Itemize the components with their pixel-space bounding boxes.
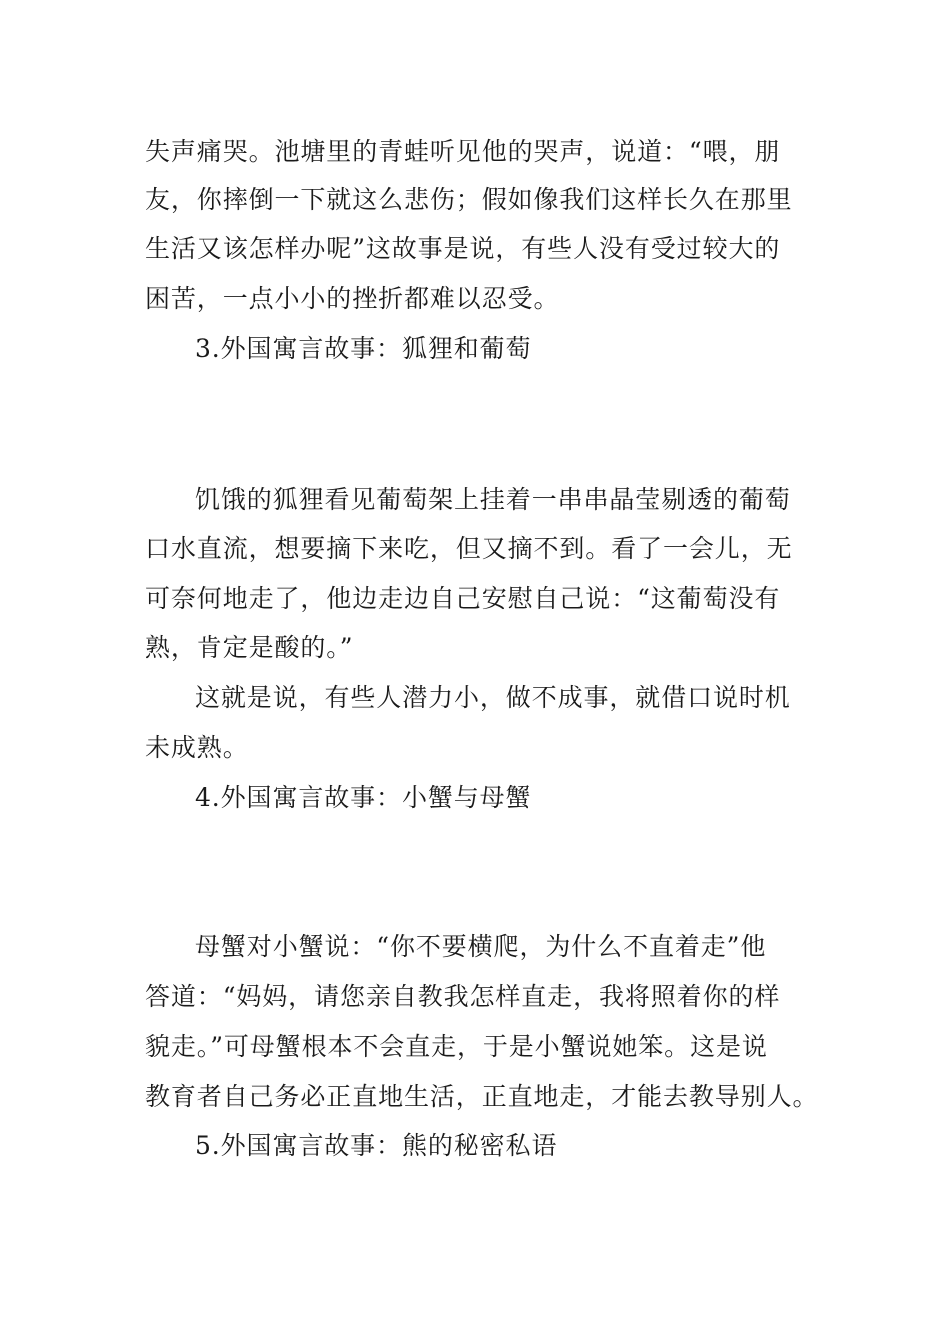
paragraph-line: 口水直流，想要摘下来吃，但又摘不到。看了一会儿，无: [145, 534, 793, 563]
section-heading: 4.外国寓言故事：小蟹与母蟹: [195, 783, 532, 812]
paragraph-line: 这就是说，有些人潜力小，做不成事，就借口说时机: [195, 683, 791, 712]
paragraph-line: 困苦，一点小小的挫折都难以忍受。: [145, 284, 560, 313]
paragraph-line: 可奈何地走了，他边走边自己安慰自己说：“这葡萄没有: [145, 584, 781, 613]
paragraph-line: 答道：“妈妈，请您亲自教我怎样直走，我将照着你的样: [145, 982, 781, 1011]
section-heading: 3.外国寓言故事：狐狸和葡萄: [195, 334, 532, 363]
paragraph-line: 母蟹对小蟹说：“你不要横爬，为什么不直着走”他: [195, 932, 767, 961]
paragraph-line: 饥饿的狐狸看见葡萄架上挂着一串串晶莹剔透的葡萄: [195, 485, 791, 514]
paragraph-line: 教育者自己务必正直地生活，正直地走，才能去教导别人。: [145, 1082, 819, 1111]
section-heading: 5.外国寓言故事：熊的秘密私语: [195, 1131, 558, 1160]
paragraph-line: 貌走。”可母蟹根本不会直走，于是小蟹说她笨。这是说: [145, 1032, 768, 1061]
paragraph-line: 生活又该怎样办呢”这故事是说，有些人没有受过较大的: [145, 234, 781, 263]
paragraph-line: 熟，肯定是酸的。”: [145, 633, 354, 662]
paragraph-line: 失声痛哭。池塘里的青蛙听见他的哭声，说道：“喂，朋: [145, 137, 781, 166]
paragraph-line: 未成熟。: [145, 733, 249, 762]
paragraph-line: 友，你摔倒一下就这么悲伤；假如像我们这样长久在那里: [145, 185, 793, 214]
